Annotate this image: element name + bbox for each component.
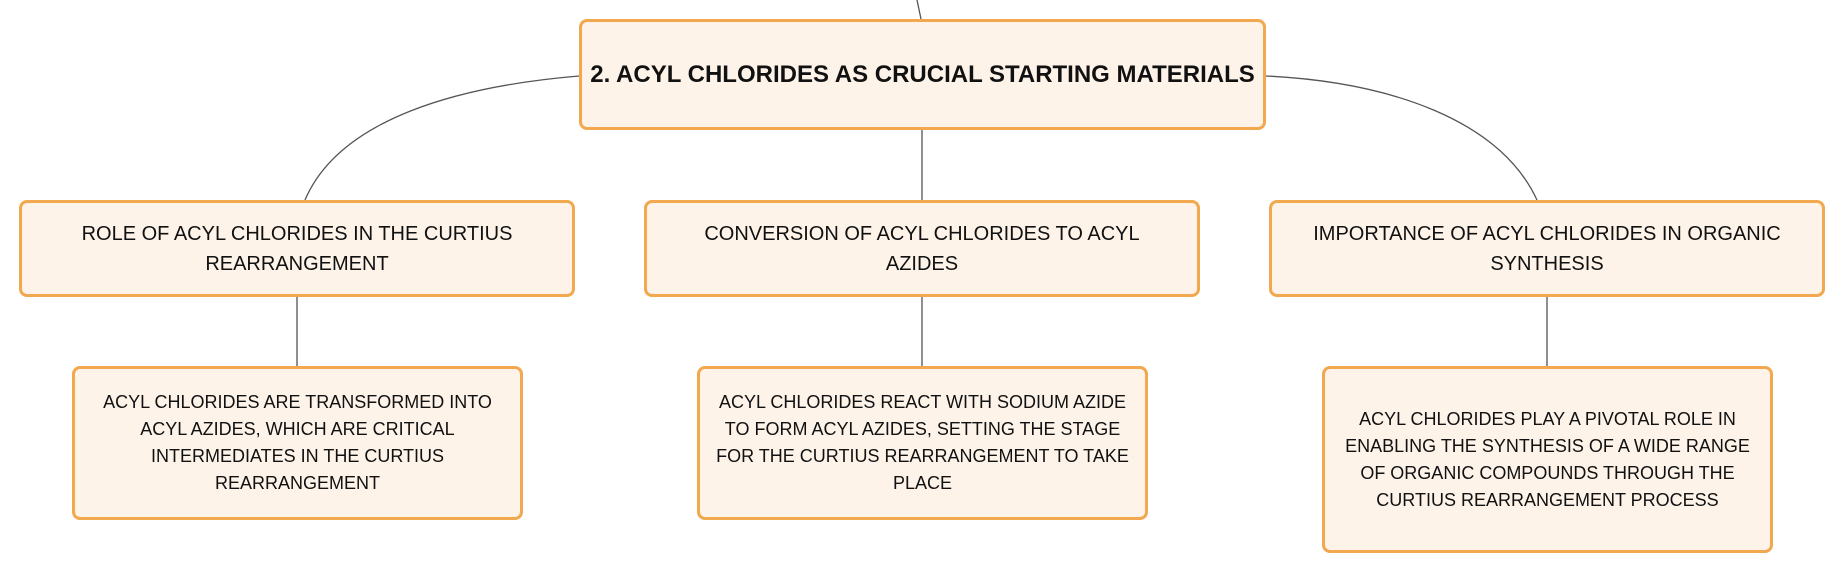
- detail-node-role[interactable]: [72, 366, 523, 520]
- branch-node-role[interactable]: [19, 200, 575, 297]
- branch-label: CONVERSION OF ACYL CHLORIDES TO ACYL AZIDES: [704, 222, 1140, 275]
- detail-text: ACYL CHLORIDES ARE TRANSFORMED INTO ACYL AZIDES, WHICH ARE CRITICAL INTERMEDIATES IN THE CURTIUS REARRANGEMENT: [103, 392, 492, 493]
- connector-to-parent: [917, 0, 921, 19]
- detail-text: ACYL CHLORIDES PLAY A PIVOTAL ROLE IN ENABLING THE SYNTHESIS OF A WIDE RANGE OF ORGANIC COMPOUNDS THROUGH THE CURTIUS REARRANGEMENT PROCESS: [1345, 408, 1750, 510]
- branch-node-importance[interactable]: [1269, 200, 1825, 297]
- detail-node-conversion[interactable]: [697, 366, 1148, 520]
- branch-label: ROLE OF ACYL CHLORIDES IN THE CURTIUS REARRANGEMENT: [81, 222, 513, 275]
- root-topic-node[interactable]: [579, 19, 1266, 130]
- root-topic-label: 2. ACYL CHLORIDES AS CRUCIAL STARTING MATERIALS: [590, 60, 1255, 88]
- detail-text: ACYL CHLORIDES REACT WITH SODIUM AZIDE TO FORM ACYL AZIDES, SETTING THE STAGE FOR THE CURTIUS REARRANGEMENT TO TAKE PLACE: [716, 392, 1129, 493]
- connector-root-to-branch-3: [1266, 76, 1537, 200]
- connector-root-to-branch-1: [305, 76, 579, 200]
- branch-label: IMPORTANCE OF ACYL CHLORIDES IN ORGANIC SYNTHESIS: [1313, 222, 1781, 275]
- detail-node-importance[interactable]: [1322, 366, 1773, 553]
- branch-node-conversion[interactable]: [644, 200, 1200, 297]
